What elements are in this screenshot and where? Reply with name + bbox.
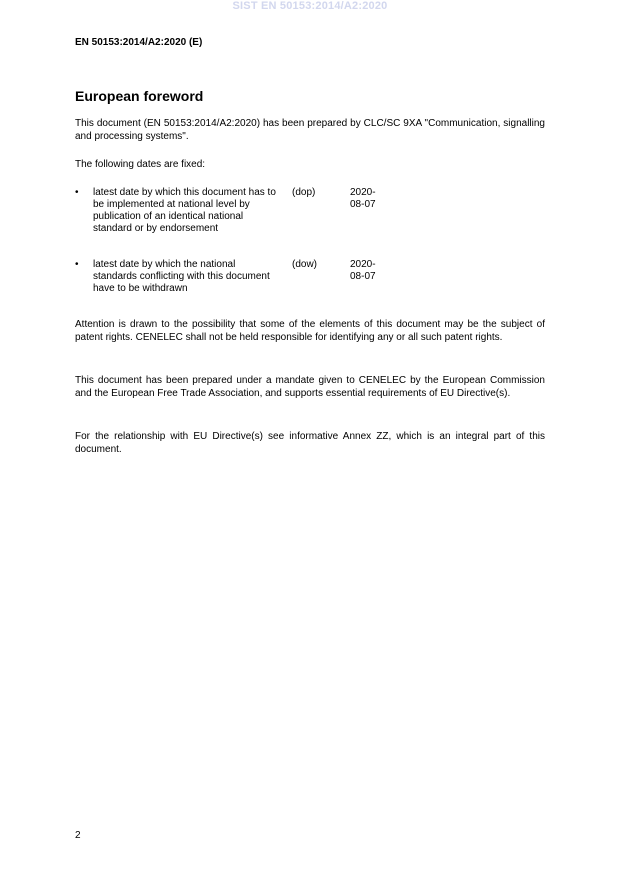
document-id-header: EN 50153:2014/A2:2020 (E): [75, 37, 203, 48]
date-code: (dop): [292, 187, 316, 198]
intro-paragraph: This document (EN 50153:2014/A2:2020) has been prepared by CLC/SC 9XA "Communication, signalling and processing systems".: [75, 118, 545, 142]
date-code: (dow): [292, 259, 318, 270]
date-description: latest date by which the national standards conflicting with this document have to be withdrawn: [93, 259, 270, 294]
page-number: 2: [75, 830, 81, 841]
annex-paragraph: For the relationship with EU Directive(s) see informative Annex ZZ, which is an integral part of this document.: [75, 431, 545, 455]
mandate-paragraph: This document has been prepared under a mandate given to CENELEC by the European Commission and the European Free Trade Association, and supports essential requirements of EU Directive(s).: [75, 375, 545, 399]
bullet-icon: •: [75, 187, 79, 198]
date-value: 2020-08-07: [350, 259, 376, 282]
patent-paragraph: Attention is drawn to the possibility that some of the elements of this document may be the subject of patent rights. CENELEC shall not be held responsible for identifying any or all such patent rights.: [75, 319, 545, 343]
section-heading: European foreword: [75, 88, 204, 104]
dates-intro-paragraph: The following dates are fixed:: [75, 159, 206, 170]
bullet-icon: •: [75, 259, 79, 270]
date-description: latest date by which this document has to be implemented at national level by publication of an identical national standard or by endorsement: [93, 187, 276, 234]
watermark: SIST EN 50153:2014/A2:2020: [232, 0, 388, 12]
date-value: 2020-08-07: [350, 187, 376, 210]
